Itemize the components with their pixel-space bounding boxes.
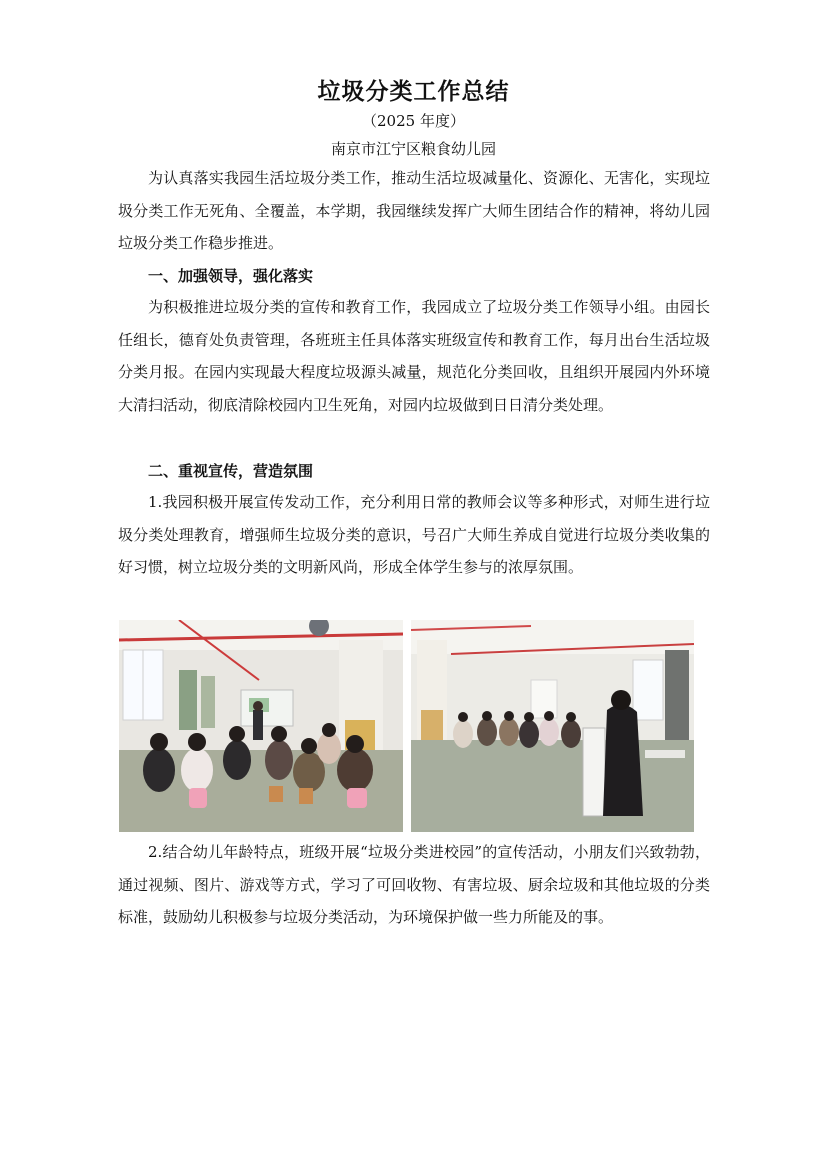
section2-paragraph-2: 2.结合幼儿年龄特点，班级开展“垃圾分类进校园”的宣传活动，小朋友们兴致勃勃，通过视频、图片、游戏等方式，学习了可回收物、有害垃圾、厨余垃圾和其他垃圾的分类标准，鼓励幼儿积极参与垃圾分类活动，为环境保护做一些力所能及的事。 xyxy=(118,843,710,926)
section1-heading: 一、加强领导，强化落实 xyxy=(148,267,314,285)
section2-paragraph-1: 1.我园积极开展宣传发动工作，充分利用日常的教师会议等多种形式，对师生进行垃圾分类处理教育，增强师生垃圾分类的意识，号召广大师生养成自觉进行垃圾分类收集的好习惯，树立垃圾分类的文明新风尚，形成全体学生参与的浓厚氛围。 xyxy=(118,493,710,576)
section2-heading: 二、重视宣传，营造氛围 xyxy=(148,462,314,480)
document-title: 垃圾分类工作总结 xyxy=(317,79,510,105)
intro-paragraph: 为认真落实我园生活垃圾分类工作，推动生活垃圾减量化、资源化、无害化，实现垃圾分类工作无死角、全覆盖，本学期，我园继续发挥广大师生团结合作的精神，将幼儿园垃圾分类工作稳步推进。 xyxy=(118,169,710,252)
organization-name: 南京市江宁区粮食幼儿园 xyxy=(330,140,496,158)
meeting-photo-left xyxy=(119,620,403,832)
document-subtitle: （2025 年度） xyxy=(362,112,465,130)
meeting-photo-right xyxy=(411,620,694,832)
section1-paragraph: 为积极推进垃圾分类的宣传和教育工作，我园成立了垃圾分类工作领导小组。由园长任组长，德育处负责管理，各班班主任具体落实班级宣传和教育工作，每月出台生活垃圾分类月报。在园内实现最大程度垃圾源头减量，规范化分类回收，且组织开展园内外环境大清扫活动，彻底清除校园内卫生死角，对园内垃圾做到日日清分类处理。 xyxy=(118,298,710,414)
